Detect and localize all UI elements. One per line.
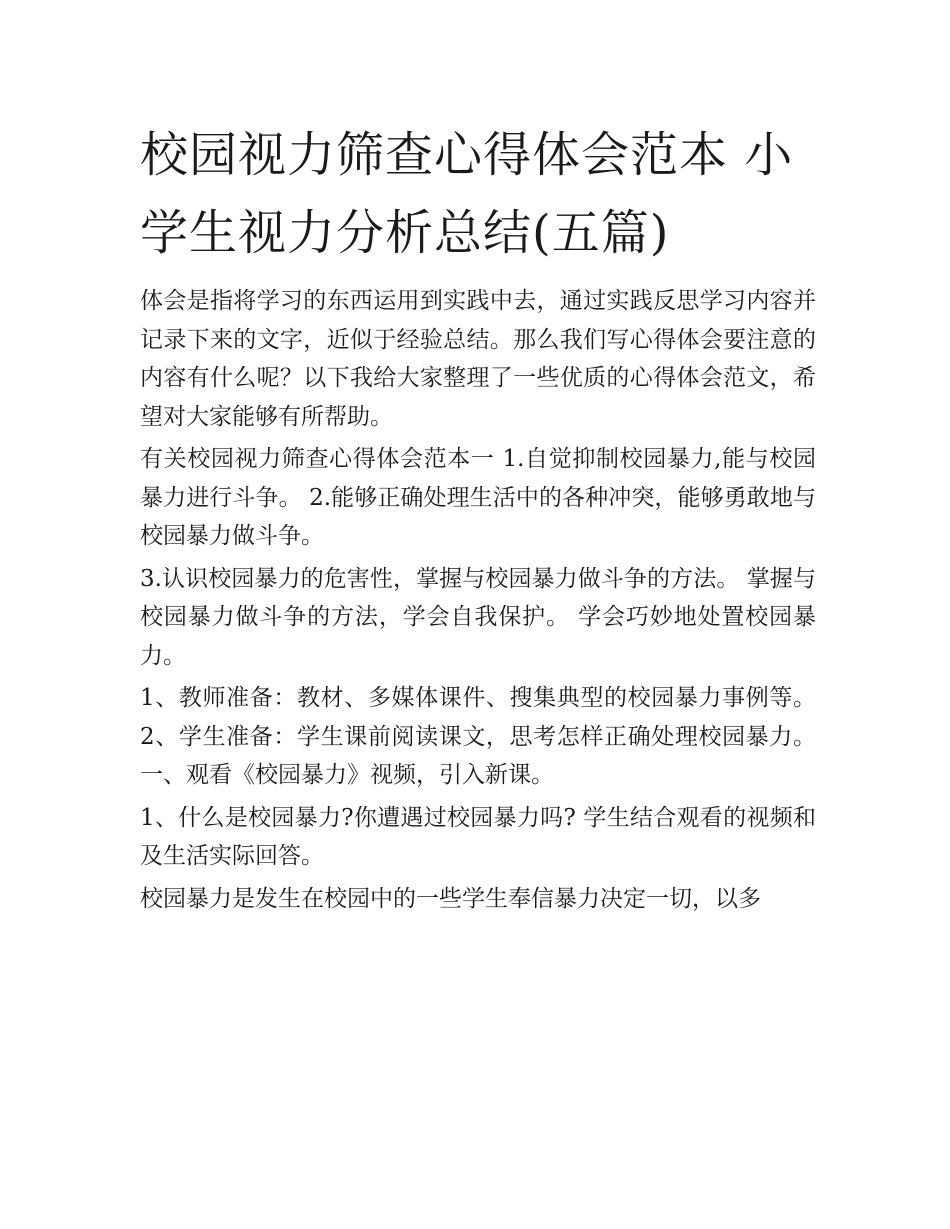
page-title: 校园视力筛查心得体会范本 小学生视力分析总结(五篇) <box>140 127 794 261</box>
paragraph-preparation: 1、教师准备：教材、多媒体课件、搜集典型的校园暴力事例等。 2、学生准备：学生课前阅读课文，思考怎样正确处理校园暴力。 一、观看《校园暴力》视频，引入新课。 <box>140 685 816 788</box>
paragraph-definition: 校园暴力是发生在校园中的一些学生奉信暴力决定一切，以多 <box>140 885 761 912</box>
paragraph-objectives: 3.认识校园暴力的危害性，掌握与校园暴力做斗争的方法。 掌握与校园暴力做斗争的方法，学会自我保护。 学会巧妙地处置校园暴力。 <box>140 565 816 669</box>
paragraph-question: 1、什么是校园暴力?你遭遇过校园暴力吗? 学生结合观看的视频和及生活实际回答。 <box>140 804 816 869</box>
paragraph-intro: 体会是指将学习的东西运用到实践中去，通过实践反思学习内容并记录下来的文字，近似于经验总结。那么我们写心得体会要注意的内容有什么呢？以下我给大家整理了一些优质的心得体会范文，希望对大家能够有所帮助。 <box>140 288 816 430</box>
document-body <box>140 282 816 922</box>
paragraph-sample-one: 有关校园视力筛查心得体会范本一 1.自觉抑制校园暴力,能与校园暴力进行斗争。 2.能够正确处理生活中的各种冲突，能够勇敢地与校园暴力做斗争。 <box>140 446 816 549</box>
